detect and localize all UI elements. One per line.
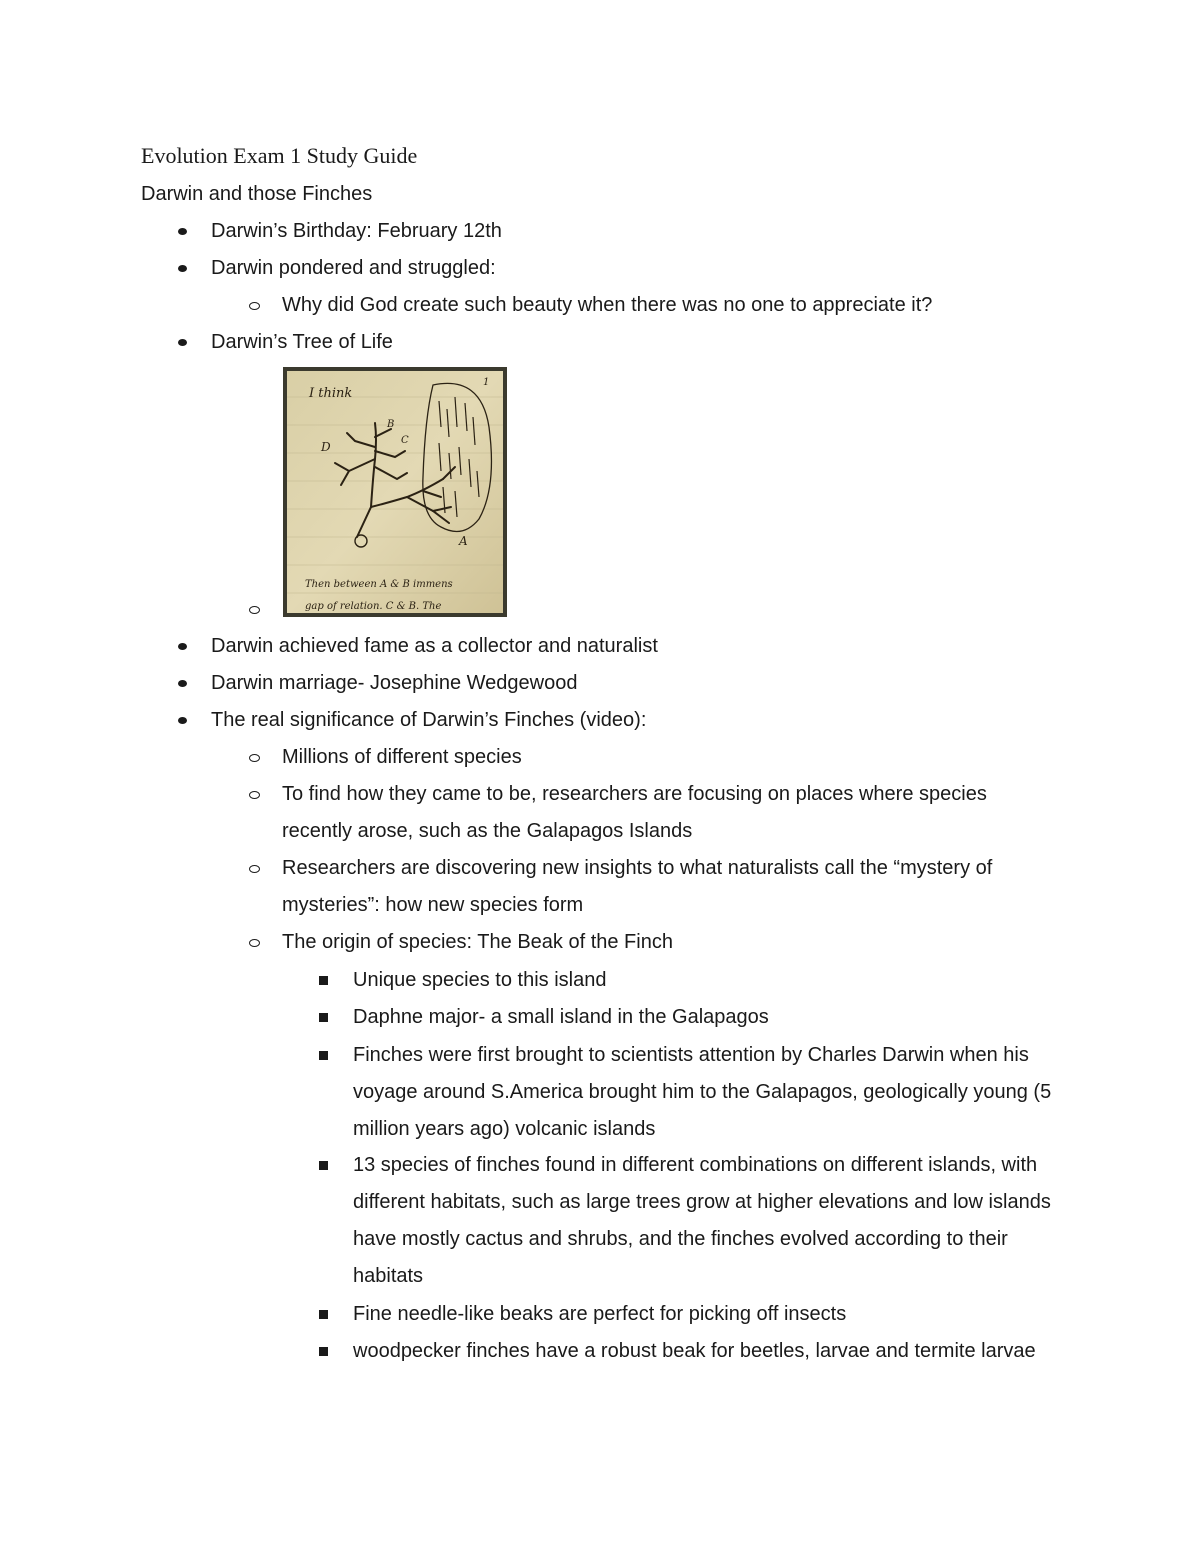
- list-item: Finches were first brought to scientists attention by Charles Darwin when his voyage around S.America brought him to the Galapagos, geologically young (5 million years ago) volcanic islands: [353, 1037, 1063, 1148]
- sketch-label-c: C: [401, 435, 409, 446]
- bullet-square-icon: [319, 1161, 328, 1170]
- list-item: Researchers are discovering new insights to what naturalists call the “mystery of mysteries”: how new species form: [282, 850, 1062, 924]
- list-item: Darwin achieved fame as a collector and naturalist: [211, 628, 1061, 665]
- bullet-square-icon: [319, 1347, 328, 1356]
- list-item: Darwin’s Tree of Life: [211, 324, 1061, 361]
- bullet-square-icon: [319, 1013, 328, 1022]
- list-item: Why did God create such beauty when there was no one to appreciate it?: [282, 287, 1062, 324]
- list-item: The origin of species: The Beak of the Finch: [282, 924, 1062, 961]
- list-item: Millions of different species: [282, 739, 1062, 776]
- bullet-dot-icon: [178, 680, 187, 687]
- bullet-square-icon: [319, 1310, 328, 1319]
- bullet-circle-icon: [249, 939, 260, 947]
- bullet-circle-icon: [249, 302, 260, 310]
- sketch-note-line-1: Then between A & B immens: [305, 579, 453, 590]
- bullet-dot-icon: [178, 228, 187, 235]
- bullet-dot-icon: [178, 643, 187, 650]
- bullet-circle-icon: [249, 754, 260, 762]
- list-item: Daphne major- a small island in the Galapagos: [353, 999, 1063, 1036]
- bullet-dot-icon: [178, 339, 187, 346]
- sketch-label-i-think: I think: [309, 386, 353, 401]
- sketch-page-number: 1: [483, 377, 490, 388]
- bullet-square-icon: [319, 1051, 328, 1060]
- bullet-dot-icon: [178, 265, 187, 272]
- section-heading: Darwin and those Finches: [141, 183, 373, 205]
- list-item: 13 species of finches found in different combinations on different islands, with different habitats, such as large trees grow at higher elevations and low islands have mostly cactus and shrubs, and the finches evolved according to their habitats: [353, 1147, 1063, 1295]
- bullet-square-icon: [319, 976, 328, 985]
- bullet-circle-icon: [249, 606, 260, 614]
- list-item: The real significance of Darwin’s Finches (video):: [211, 702, 1061, 739]
- list-item: Darwin’s Birthday: February 12th: [211, 213, 1061, 250]
- list-item: Darwin pondered and struggled:: [211, 250, 1061, 287]
- list-item: Darwin marriage- Josephine Wedgewood: [211, 665, 1061, 702]
- bullet-circle-icon: [249, 865, 260, 873]
- sketch-label-d: D: [321, 440, 331, 454]
- tree-of-life-sketch-image: [283, 367, 507, 617]
- list-item: woodpecker finches have a robust beak for beetles, larvae and termite larvae: [353, 1333, 1063, 1370]
- list-item: Unique species to this island: [353, 962, 1063, 999]
- bullet-dot-icon: [178, 717, 187, 724]
- document-title: Evolution Exam 1 Study Guide: [141, 143, 418, 168]
- bullet-circle-icon: [249, 791, 260, 799]
- list-item: Fine needle-like beaks are perfect for picking off insects: [353, 1296, 1063, 1333]
- sketch-note-line-2: gap of relation. C & B. The: [305, 601, 442, 612]
- list-item: To find how they came to be, researchers are focusing on places where species recently arose, such as the Galapagos Islands: [282, 776, 1062, 850]
- sketch-label-b: B: [387, 419, 395, 430]
- sketch-label-a: A: [459, 534, 468, 548]
